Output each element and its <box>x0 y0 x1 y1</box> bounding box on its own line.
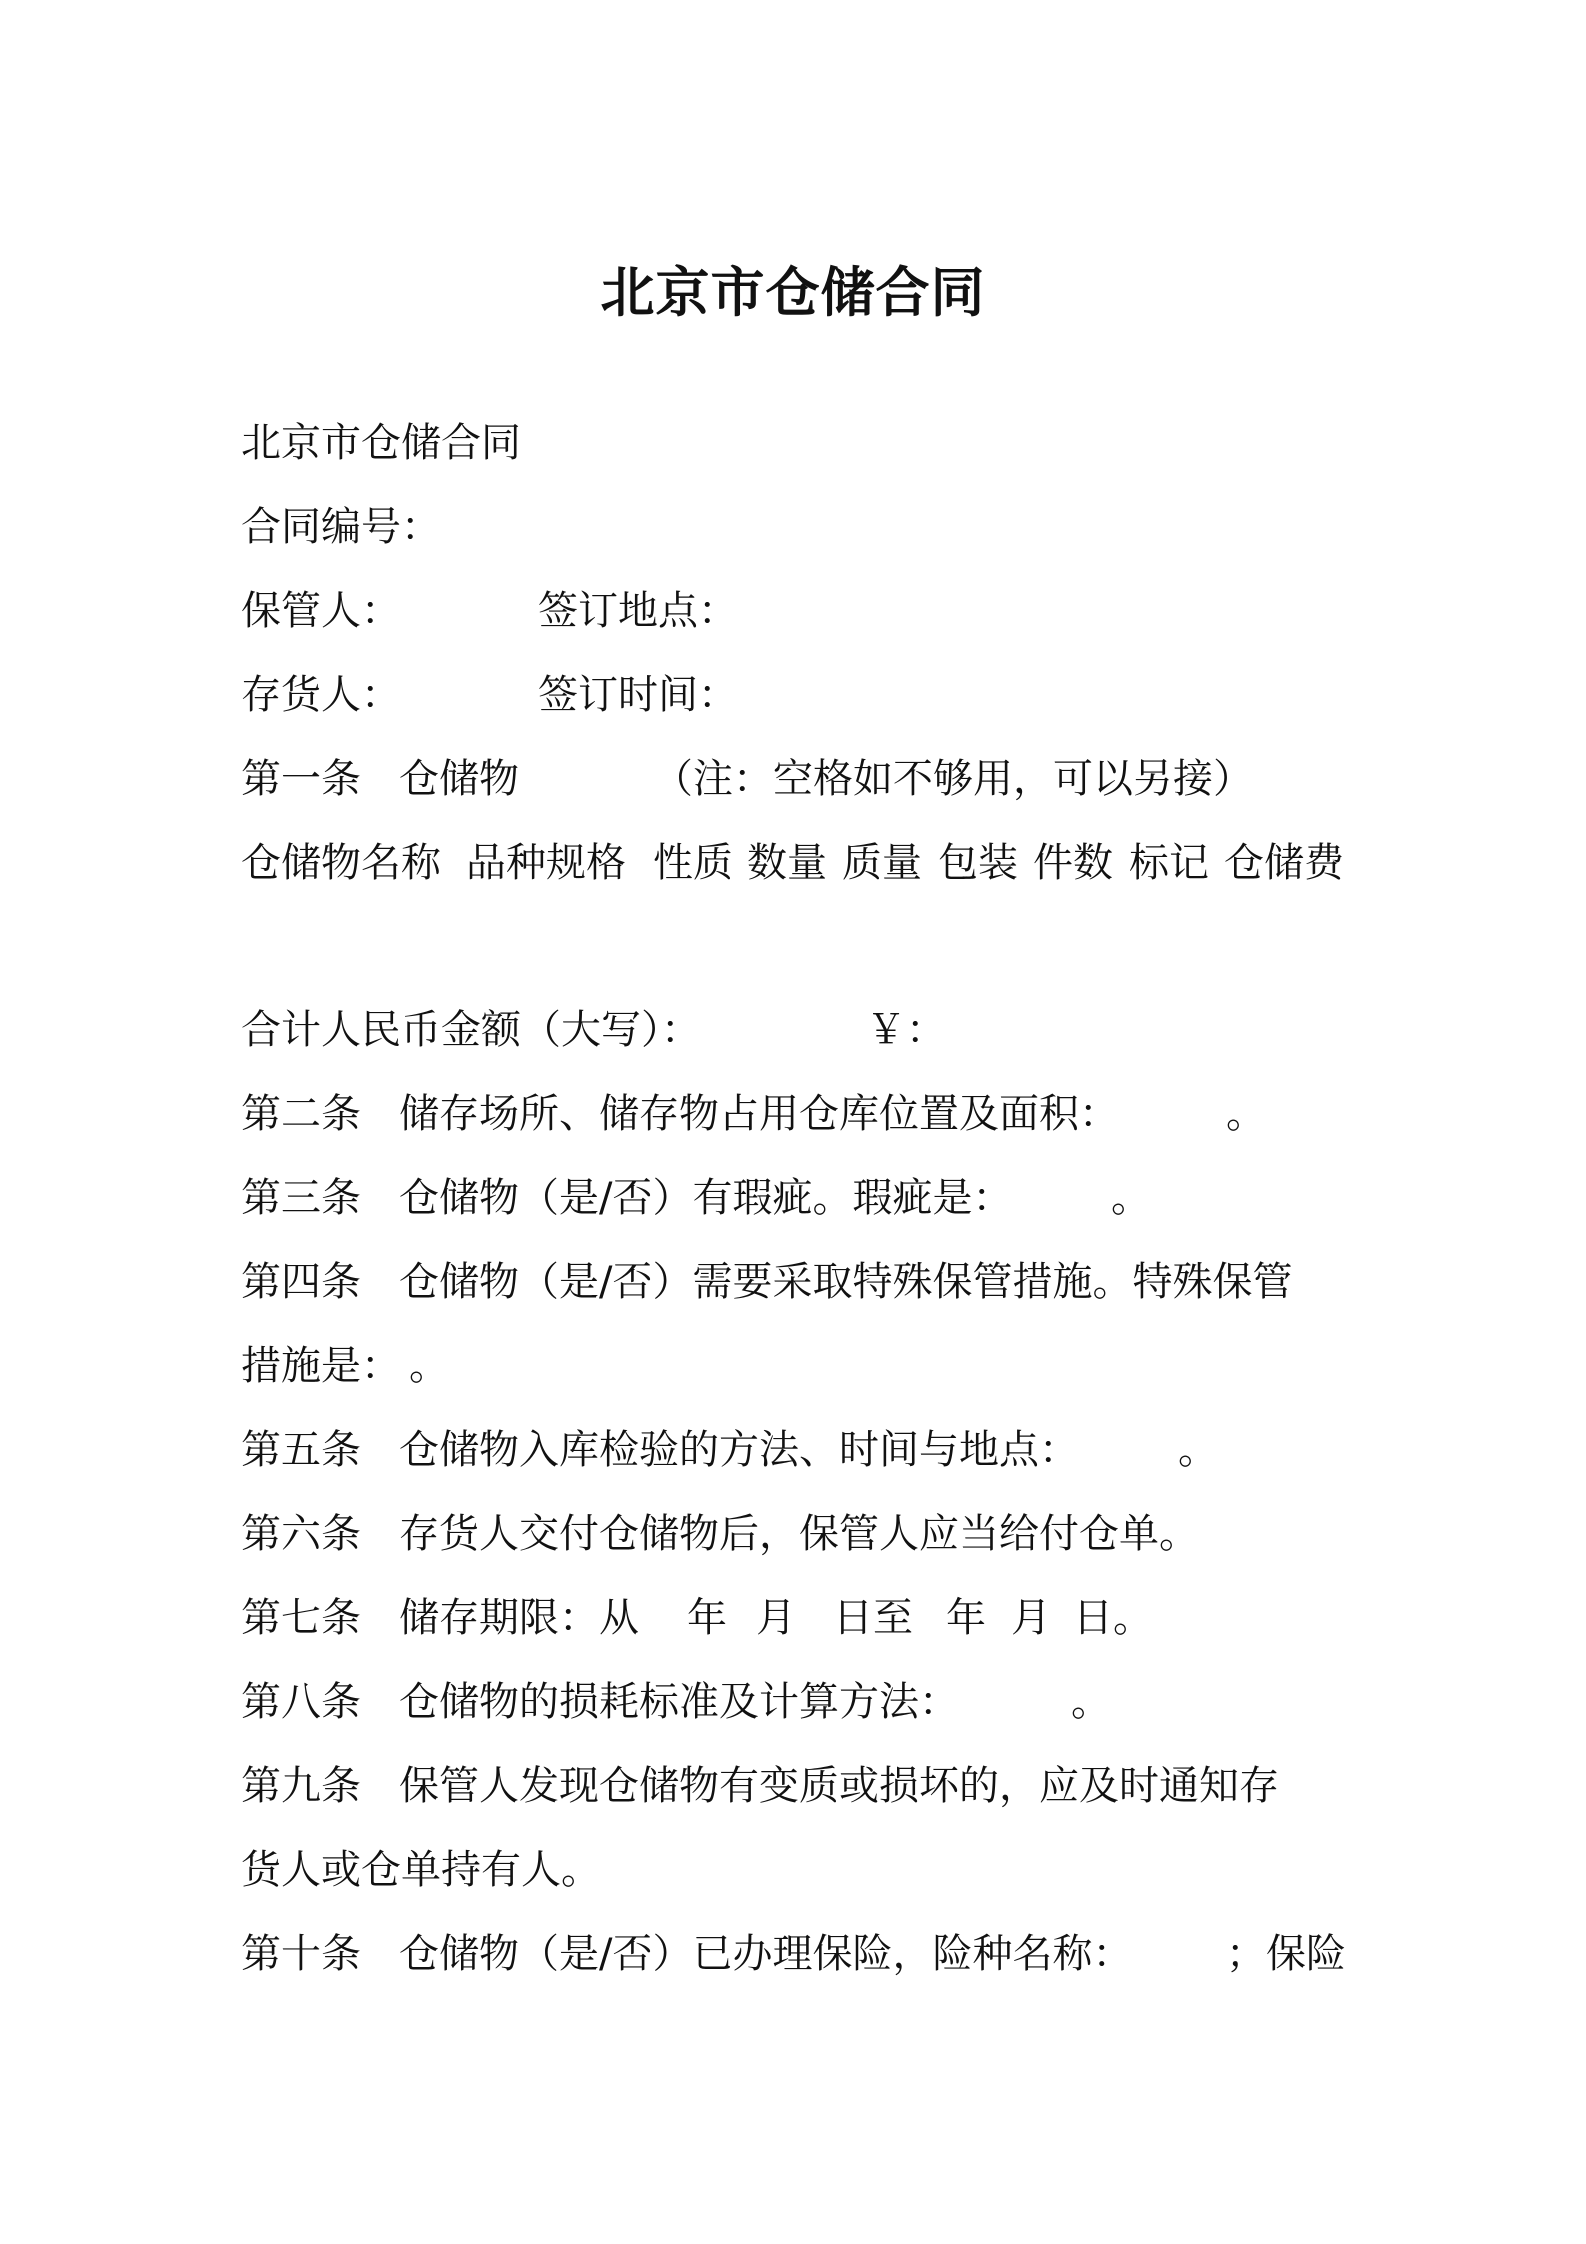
article-6-text: 存货人交付仓储物后，保管人应当给付仓单。 <box>399 1511 1199 1557</box>
depositor-label: 存货人： <box>241 672 401 718</box>
article-4-number: 第四条 <box>241 1259 361 1305</box>
article-2-text: 储存场所、储存物占用仓库位置及面积： <box>399 1091 1119 1137</box>
article-10 <box>241 1928 1346 1980</box>
article-4-continued <box>241 1340 1346 1392</box>
yen-label: ￥： <box>866 1007 946 1053</box>
article-10-end: ；保险 <box>1226 1931 1346 1977</box>
article-5-end: 。 <box>1178 1427 1218 1473</box>
article-9-continued: 货人或仓单持有人。 <box>241 1847 601 1893</box>
article-2-end: 。 <box>1226 1091 1266 1137</box>
article-8-text: 仓储物的损耗标准及计算方法： <box>399 1679 959 1725</box>
article-7 <box>241 1592 1346 1644</box>
table-header-cell: 仓储物名称 <box>241 840 441 886</box>
storage-table-header <box>241 837 1346 889</box>
article-4 <box>241 1256 1346 1308</box>
document-subtitle: 北京市仓储合同 <box>241 420 521 466</box>
article-7-text: 储存期限：从 <box>399 1595 639 1641</box>
contract-number-label: 合同编号： <box>241 504 441 550</box>
depositor-row <box>241 669 1346 721</box>
start-month-label: 月 <box>756 1595 796 1641</box>
article-10-number: 第十条 <box>241 1931 361 1977</box>
total-amount-row <box>241 1004 1346 1056</box>
article-7-number: 第七条 <box>241 1595 361 1641</box>
table-header-cell: 仓储费 <box>1224 840 1344 886</box>
end-month-label: 月 <box>1011 1595 1051 1641</box>
article-1-note: （注：空格如不够用，可以另接） <box>653 756 1253 802</box>
table-header-cell: 质量 <box>842 840 922 886</box>
article-8-end: 。 <box>1071 1679 1111 1725</box>
article-5-number: 第五条 <box>241 1427 361 1473</box>
sign-place-label: 签订地点： <box>538 588 738 634</box>
table-header-cell: 标记 <box>1129 840 1209 886</box>
article-6 <box>241 1508 1346 1560</box>
article-9-number: 第九条 <box>241 1763 361 1809</box>
article-10-text: 仓储物（是/否）已办理保险，险种名称： <box>399 1931 1133 1977</box>
article-4-continued-text: 措施是： <box>241 1343 401 1389</box>
article-4-text: 仓储物（是/否）需要采取特殊保管措施。特殊保管 <box>399 1259 1293 1305</box>
document-title: 北京市仓储合同 <box>600 261 986 324</box>
article-8-number: 第八条 <box>241 1679 361 1725</box>
article-1 <box>241 753 1346 805</box>
table-header-cell: 包装 <box>938 840 1018 886</box>
end-day-label: 日。 <box>1073 1595 1153 1641</box>
custodian-row <box>241 585 1346 637</box>
article-3-end: 。 <box>1111 1175 1151 1221</box>
custodian-label: 保管人： <box>241 588 401 634</box>
article-2 <box>241 1088 1346 1140</box>
article-3-text: 仓储物（是/否）有瑕疵。瑕疵是： <box>399 1175 1013 1221</box>
article-4-end: 。 <box>409 1343 449 1389</box>
article-3 <box>241 1172 1346 1224</box>
start-day-label: 日至 <box>833 1595 913 1641</box>
table-header-cell: 性质 <box>653 840 733 886</box>
article-1-text: 仓储物 <box>399 756 519 802</box>
article-2-number: 第二条 <box>241 1091 361 1137</box>
sign-time-label: 签订时间： <box>538 672 738 718</box>
article-1-number: 第一条 <box>241 756 361 802</box>
article-9 <box>241 1760 1346 1812</box>
table-header-cell: 数量 <box>747 840 827 886</box>
article-8 <box>241 1676 1346 1728</box>
start-year-label: 年 <box>687 1595 727 1641</box>
article-6-number: 第六条 <box>241 1511 361 1557</box>
end-year-label: 年 <box>946 1595 986 1641</box>
article-5-text: 仓储物入库检验的方法、时间与地点： <box>399 1427 1079 1473</box>
total-amount-label: 合计人民币金额（大写）： <box>241 1007 701 1053</box>
table-header-cell: 件数 <box>1033 840 1113 886</box>
article-9-text: 保管人发现仓储物有变质或损坏的，应及时通知存 <box>399 1763 1279 1809</box>
article-5 <box>241 1424 1346 1476</box>
table-header-cell: 品种规格 <box>466 840 626 886</box>
article-3-number: 第三条 <box>241 1175 361 1221</box>
